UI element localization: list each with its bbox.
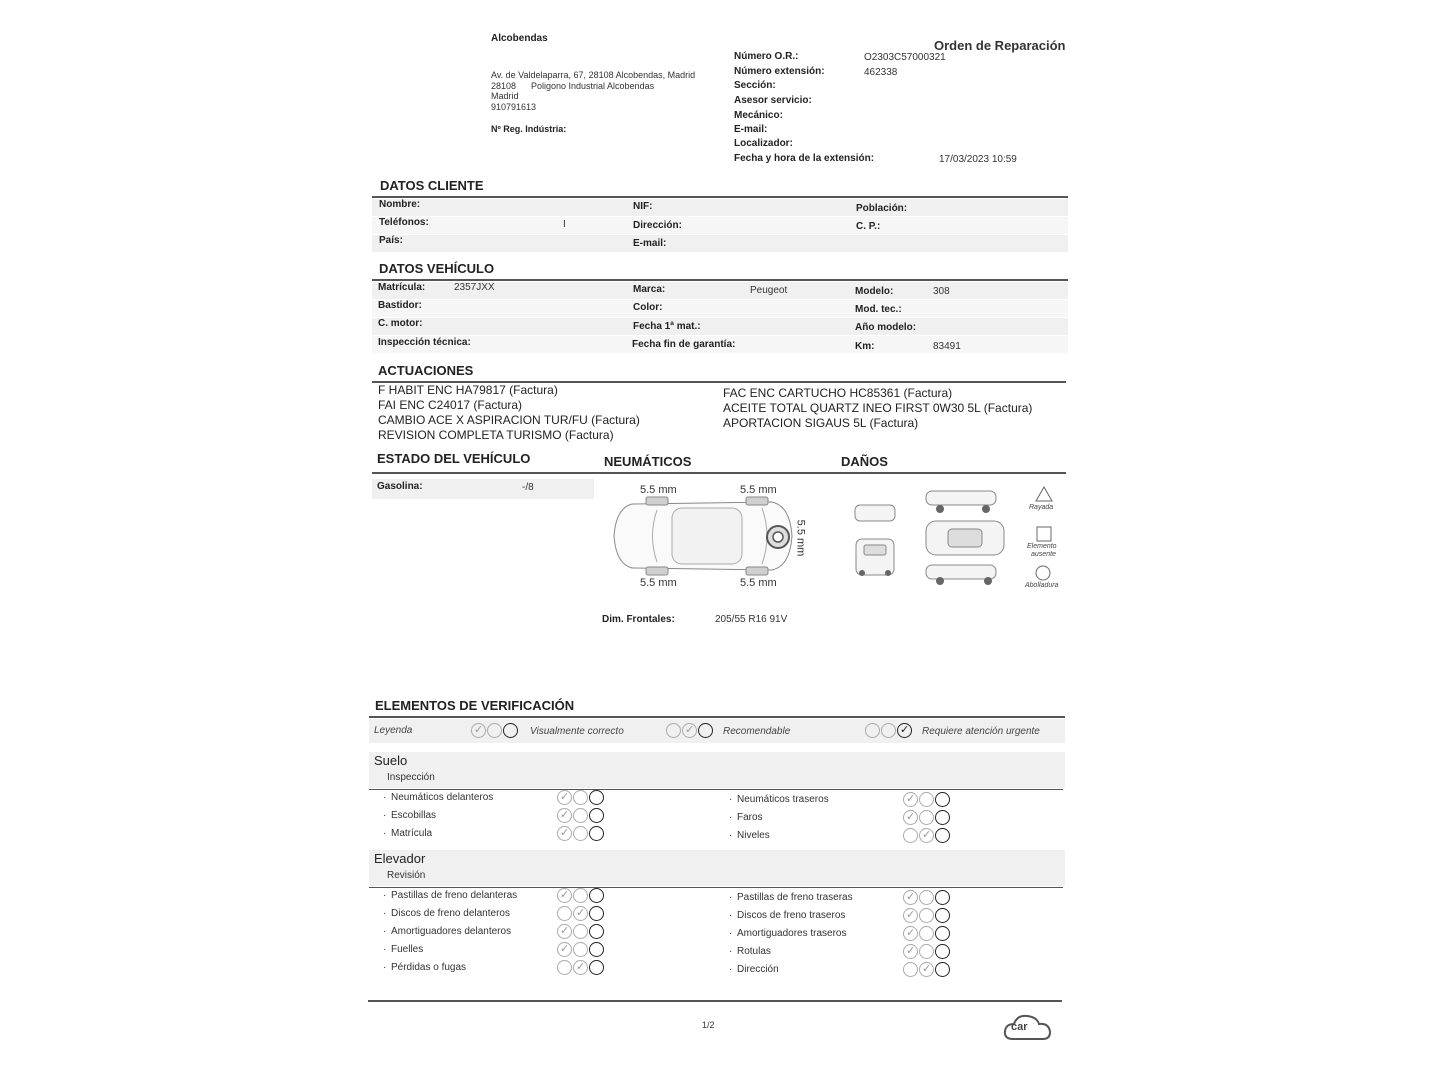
header-field-value: 462338 (864, 67, 898, 78)
bullet: · (729, 964, 733, 975)
header-field-value: O2303C57000321 (864, 52, 946, 63)
section-title-cliente: DATOS CLIENTE (380, 178, 484, 193)
status-circle-2 (919, 890, 934, 905)
label-direccion: Dirección: (633, 220, 682, 231)
header-field-label: Asesor servicio: (734, 95, 812, 106)
status-circle-1 (865, 723, 880, 738)
divider (369, 887, 1063, 888)
item-circles (557, 808, 604, 823)
item-circles (557, 790, 604, 805)
header-field-label: Sección: (734, 80, 776, 91)
circle-icon (1035, 565, 1051, 581)
status-circle-3 (698, 723, 713, 738)
status-circle-1 (471, 723, 486, 738)
verification-item: Pérdidas o fugas (391, 962, 467, 973)
status-circle-2 (573, 888, 588, 903)
verification-item: Dirección (737, 964, 779, 975)
address-city: Madrid (491, 91, 519, 101)
section-title-estado: ESTADO DEL VEHÍCULO (377, 451, 531, 466)
item-circles (903, 908, 950, 923)
item-circles (557, 826, 604, 841)
item-circles (557, 960, 604, 975)
status-circle-3 (589, 790, 604, 805)
group-subtitle: Revisión (387, 870, 426, 881)
actuacion-item: CAMBIO ACE X ASPIRACION TUR/FU (Factura) (378, 413, 640, 427)
tire-front-left-depth: 5.5 mm (640, 484, 677, 496)
legend-rayada: Rayada (1029, 504, 1054, 511)
status-circle-1 (557, 790, 572, 805)
status-circle-3 (503, 723, 518, 738)
row-band (369, 850, 1065, 886)
label-km: Km: (855, 341, 875, 352)
status-circle-2 (682, 723, 697, 738)
triangle-icon (1035, 486, 1053, 502)
status-circle-2 (573, 808, 588, 823)
header-field-label: E-mail: (734, 124, 768, 135)
section-title-actuaciones: ACTUACIONES (378, 363, 474, 378)
header-field-label: Localizador: (734, 138, 793, 149)
legend-elemento: Elemento (1027, 543, 1057, 550)
verification-item: Discos de freno traseros (737, 910, 846, 921)
actuacion-item: REVISION COMPLETA TURISMO (Factura) (378, 428, 614, 442)
label-nif: NIF: (633, 201, 653, 212)
square-icon (1036, 526, 1052, 542)
tire-spare-depth: 5.5 mm (794, 519, 807, 557)
status-circle-2 (573, 942, 588, 957)
car-top-view-diagram (612, 494, 798, 578)
verification-item: Amortiguadores delanteros (391, 926, 512, 937)
label-cp: C. P.: (856, 221, 881, 232)
legend-circles (666, 723, 713, 738)
bullet: · (729, 794, 733, 805)
row-band (372, 199, 1068, 216)
header-field-label: Mecánico: (734, 110, 783, 121)
bullet: · (383, 926, 387, 937)
status-circle-3 (935, 890, 950, 905)
actuacion-item: APORTACION SIGAUS 5L (Factura) (723, 416, 919, 430)
label-color: Color: (633, 302, 663, 313)
label-dim-frontales: Dim. Frontales: (602, 614, 675, 625)
bullet: · (383, 944, 387, 955)
label-marca: Marca: (633, 284, 666, 295)
bullet: · (383, 810, 387, 821)
status-circle-1 (557, 960, 572, 975)
label-nombre: Nombre: (379, 199, 421, 210)
verification-item: Niveles (737, 830, 770, 841)
legend-label: Requiere atención urgente (922, 726, 1040, 737)
header-field-label: Número extensión: (734, 66, 825, 77)
value-modelo: 308 (933, 286, 950, 297)
item-circles (903, 828, 950, 843)
status-circle-1 (903, 908, 918, 923)
bullet: · (729, 892, 733, 903)
item-circles (903, 792, 950, 807)
value-matricula: 2357JXX (454, 282, 495, 293)
status-circle-2 (919, 828, 934, 843)
label-modelo: Modelo: (855, 286, 894, 297)
section-title-vehiculo: DATOS VEHÍCULO (379, 261, 495, 276)
status-circle-2 (919, 792, 934, 807)
legend-circles (471, 723, 518, 738)
status-circle-2 (919, 962, 934, 977)
group-subtitle: Inspección (387, 772, 435, 783)
status-circle-2 (919, 944, 934, 959)
status-circle-1 (903, 792, 918, 807)
legend-abolladura: Abolladura (1025, 582, 1059, 589)
status-circle-3 (935, 810, 950, 825)
verification-item: Fuelles (391, 944, 424, 955)
status-circle-3 (589, 808, 604, 823)
status-circle-2 (881, 723, 896, 738)
value-km: 83491 (933, 341, 961, 352)
label-inspeccion: Inspección técnica: (378, 337, 471, 348)
label-mod-tec: Mod. tec.: (855, 304, 902, 315)
tire-rear-left-depth: 5.5 mm (640, 577, 677, 589)
divider (372, 472, 1066, 474)
verification-item: Discos de freno delanteros (391, 908, 510, 919)
header-field-label: Fecha y hora de la extensión: (734, 153, 875, 164)
divider (369, 789, 1063, 790)
actuacion-item: F HABIT ENC HA79817 (Factura) (378, 383, 558, 397)
verification-item: Escobillas (391, 810, 437, 821)
status-circle-3 (589, 960, 604, 975)
row-band (372, 217, 1068, 234)
verification-item: Pastillas de freno delanteras (391, 890, 518, 901)
status-circle-1 (557, 924, 572, 939)
header-field-value: 17/03/2023 10:59 (939, 154, 1017, 165)
item-circles (557, 924, 604, 939)
verification-item: Neumáticos traseros (737, 794, 829, 805)
status-circle-3 (935, 828, 950, 843)
status-circle-1 (903, 962, 918, 977)
logo-text: car (1011, 1021, 1028, 1033)
status-circle-3 (589, 924, 604, 939)
address-area: Poligono Industrial Alcobendas (531, 81, 655, 91)
car-damage-diagram (850, 487, 1010, 591)
bullet: · (729, 928, 733, 939)
bullet: · (729, 830, 733, 841)
status-circle-2 (573, 906, 588, 921)
item-circles (903, 944, 950, 959)
actuacion-item: FAI ENC C24017 (Factura) (378, 398, 523, 412)
divider (369, 716, 1065, 718)
label-ano-modelo: Año modelo: (855, 322, 917, 333)
verification-item: Pastillas de freno traseras (737, 892, 853, 903)
status-circle-1 (903, 810, 918, 825)
bullet: · (383, 962, 387, 973)
status-circle-1 (903, 828, 918, 843)
value-marca: Peugeot (750, 285, 788, 296)
divider (372, 196, 1068, 198)
address-line-1: Av. de Valdelaparra, 67, 28108 Alcobendas, Madrid (491, 70, 696, 80)
legend-ausente: ausente (1031, 551, 1056, 558)
section-title-neumaticos: NEUMÁTICOS (604, 454, 692, 469)
bullet: · (729, 812, 733, 823)
verification-item: Amortiguadores traseros (737, 928, 847, 939)
header-field-label: Número O.R.: (734, 51, 799, 62)
label-fecha-mat: Fecha 1ª mat.: (633, 321, 701, 332)
bullet: · (383, 828, 387, 839)
reg-label: Nº Reg. Indústria: (491, 124, 567, 134)
value-dim-frontales: 205/55 R16 91V (715, 614, 788, 625)
address-zip: 28108 (491, 81, 517, 91)
item-circles (903, 926, 950, 941)
legend-circles (865, 723, 912, 738)
status-circle-2 (573, 924, 588, 939)
status-circle-1 (557, 826, 572, 841)
row-band (372, 300, 1068, 317)
page-number: 1/2 (702, 1020, 715, 1030)
status-circle-2 (573, 790, 588, 805)
status-circle-2 (573, 826, 588, 841)
status-circle-3 (935, 944, 950, 959)
item-circles (903, 962, 950, 977)
legend-title: Leyenda (374, 725, 413, 736)
row-band (372, 235, 1068, 252)
value-gasolina: -/8 (522, 482, 534, 493)
label-poblacion: Población: (856, 203, 908, 214)
status-circle-1 (666, 723, 681, 738)
verification-item: Faros (737, 812, 763, 823)
item-circles (557, 888, 604, 903)
bullet: · (729, 946, 733, 957)
label-matricula: Matrícula: (378, 282, 426, 293)
status-circle-3 (589, 888, 604, 903)
status-circle-1 (903, 944, 918, 959)
status-circle-2 (919, 810, 934, 825)
bullet: · (729, 910, 733, 921)
status-circle-1 (557, 808, 572, 823)
label-pais: País: (379, 235, 403, 246)
verification-item: Rotulas (737, 946, 771, 957)
status-circle-3 (935, 962, 950, 977)
group-title: Elevador (374, 851, 426, 866)
status-circle-3 (589, 826, 604, 841)
bullet: · (383, 908, 387, 919)
tire-rear-right-depth: 5.5 mm (740, 577, 777, 589)
bullet: · (383, 890, 387, 901)
item-circles (557, 942, 604, 957)
label-email-cliente: E-mail: (633, 238, 667, 249)
status-circle-1 (903, 890, 918, 905)
section-title-danos: DAÑOS (841, 454, 888, 469)
tire-front-right-depth: 5.5 mm (740, 484, 777, 496)
item-circles (557, 906, 604, 921)
group-title: Suelo (374, 753, 408, 768)
status-circle-1 (903, 926, 918, 941)
label-bastidor: Bastidor: (378, 300, 422, 311)
row-band (369, 752, 1065, 788)
status-circle-2 (919, 908, 934, 923)
status-circle-2 (573, 960, 588, 975)
verification-item: Matrícula (391, 828, 433, 839)
branch-name: Alcobendas (491, 33, 548, 44)
status-circle-3 (935, 792, 950, 807)
status-circle-1 (557, 906, 572, 921)
actuacion-item: FAC ENC CARTUCHO HC85361 (Factura) (723, 386, 953, 400)
actuacion-item: ACEITE TOTAL QUARTZ INEO FIRST 0W30 5L (Factura) (723, 401, 1033, 415)
status-circle-1 (557, 888, 572, 903)
status-circle-3 (935, 926, 950, 941)
status-circle-1 (557, 942, 572, 957)
status-circle-3 (935, 908, 950, 923)
label-c-motor: C. motor: (378, 318, 423, 329)
verification-item: Neumáticos delanteros (391, 792, 494, 803)
bullet: · (383, 792, 387, 803)
section-title-verificacion: ELEMENTOS DE VERIFICACIÓN (375, 698, 575, 713)
row-band (372, 318, 1068, 335)
legend-label: Recomendable (723, 726, 791, 737)
document-title: Orden de Reparación (934, 38, 1066, 53)
status-circle-2 (487, 723, 502, 738)
item-circles (903, 810, 950, 825)
status-circle-3 (589, 942, 604, 957)
divider (372, 279, 1068, 281)
label-telefonos: Teléfonos: (379, 217, 429, 228)
label-fin-garantia: Fecha fin de garantía: (632, 339, 736, 350)
status-circle-2 (919, 926, 934, 941)
item-circles (903, 890, 950, 905)
status-circle-3 (897, 723, 912, 738)
status-circle-3 (589, 906, 604, 921)
footer-divider (368, 1000, 1062, 1002)
label-gasolina: Gasolina: (377, 481, 423, 492)
value-telefonos: I (563, 219, 566, 230)
legend-label: Visualmente correcto (530, 726, 624, 737)
phone: 910791613 (491, 102, 537, 112)
